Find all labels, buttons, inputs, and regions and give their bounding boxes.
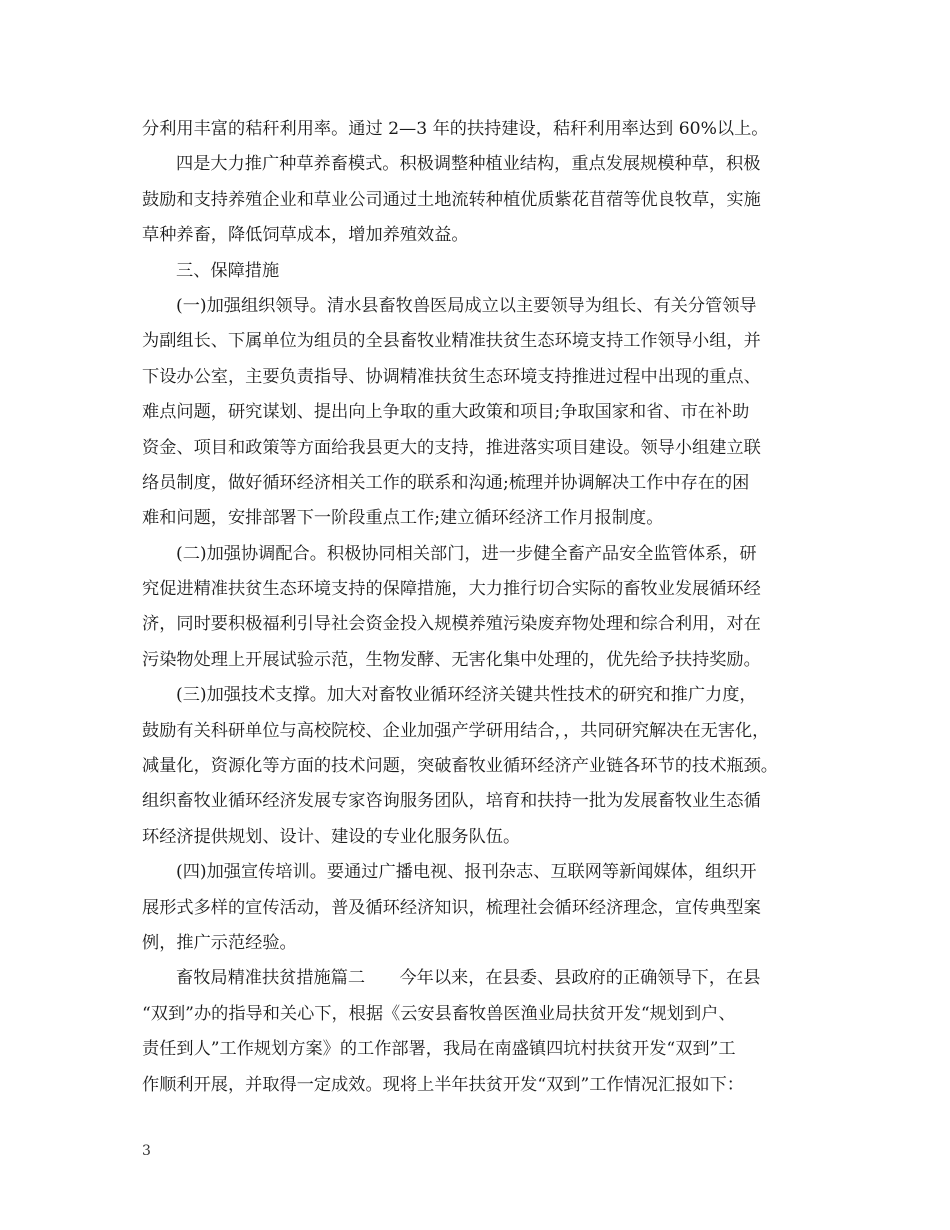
document-body [142, 112, 834, 1103]
text-line: 究促进精准扶贫生态环境支持的保障措施，大力推行切合实际的畜牧业发展循环经 [142, 579, 761, 600]
text-line: 责任到人”工作规划方案》的工作部署，我局在南盛镇四坑村扶贫开发“双到”工 [142, 1039, 736, 1060]
text-line: 四是大力推广种草养畜模式。积极调整种植业结构，重点发展规模种草，积极 [176, 154, 761, 175]
text-line: 作顺利开展，并取得一定成效。现将上半年扶贫开发“双到”工作情况汇报如下： [142, 1074, 744, 1095]
text-line: 济，同时要积极福利引导社会资金投入规模养殖污染废弃物处理和综合利用，对在 [142, 614, 761, 635]
text-line: 下设办公室，主要负责指导、协调精准扶贫生态环境支持推进过程中出现的重点、 [142, 366, 761, 387]
text-line: (一)加强组织领导。清水县畜牧兽医局成立以主要领导为组长、有关分管领导 [176, 295, 757, 316]
text-line: (四)加强宣传培训。要通过广播电视、报刊杂志、互联网等新闻媒体，组织开 [176, 862, 757, 883]
text-line: 减量化，资源化等方面的技术问题，突破畜牧业循环经济产业链各环节的技术瓶颈。 [142, 756, 778, 777]
page-number: 3 [142, 1143, 151, 1159]
text-line: 环经济提供规划、设计、建设的专业化服务队伍。 [142, 826, 521, 847]
text-line: 难和问题，安排部署下一阶段重点工作;建立循环经济工作月报制度。 [142, 508, 664, 529]
text-line: “双到”办的指导和关心下，根据《云安县畜牧兽医渔业局扶贫开发“规划到户、 [142, 1003, 736, 1024]
text-line: 资金、项目和政策等方面给我县更大的支持，推进落实项目建设。领导小组建立联 [142, 437, 761, 458]
text-line: 分利用丰富的秸秆利用率。通过 2—3 年的扶持建设，秸秆利用率达到 60%以上。 [142, 119, 769, 139]
section-heading: 三、保障措施 [176, 260, 280, 281]
text-line: 络员制度，做好循环经济相关工作的联系和沟通;梳理并协调解决工作中存在的困 [142, 472, 750, 493]
text-line: (二)加强协调配合。积极协同相关部门，进一步健全畜产品安全监管体系，研 [176, 543, 757, 564]
text-line: 展形式多样的宣传活动，普及循环经济知识，梳理社会循环经济理念，宣传典型案 [142, 897, 761, 918]
text-line: 难点问题，研究谋划、提出向上争取的重大政策和项目;争取国家和省、市在补助 [142, 402, 750, 423]
text-line: 污染物处理上开展试验示范，生物发酵、无害化集中处理的，优先给予扶持奖励。 [142, 649, 761, 670]
text-line: 例，推广示范经验。 [142, 932, 297, 953]
text-line: 鼓励有关科研单位与高校院校、企业加强产学研用结合，，共同研究解决在无害化， [142, 720, 770, 741]
text-line: 鼓励和支持养殖企业和草业公司通过土地流转种植优质紫花苜蓿等优良牧草，实施 [142, 189, 761, 210]
text-line: (三)加强技术支撑。加大对畜牧业循环经济关键共性技术的研究和推广力度， [176, 685, 757, 706]
text-line: 组织畜牧业循环经济发展专家咨询服务团队，培育和扶持一批为发展畜牧业生态循 [142, 791, 761, 812]
text-line: 为副组长、下属单位为组员的全县畜牧业精准扶贫生态环境支持工作领导小组，并 [142, 331, 761, 352]
text-line: 畜牧局精准扶贫措施篇二 今年以来，在县委、县政府的正确领导下，在县 [176, 968, 761, 989]
text-line: 草种养畜，降低饲草成本，增加养殖效益。 [142, 225, 469, 246]
